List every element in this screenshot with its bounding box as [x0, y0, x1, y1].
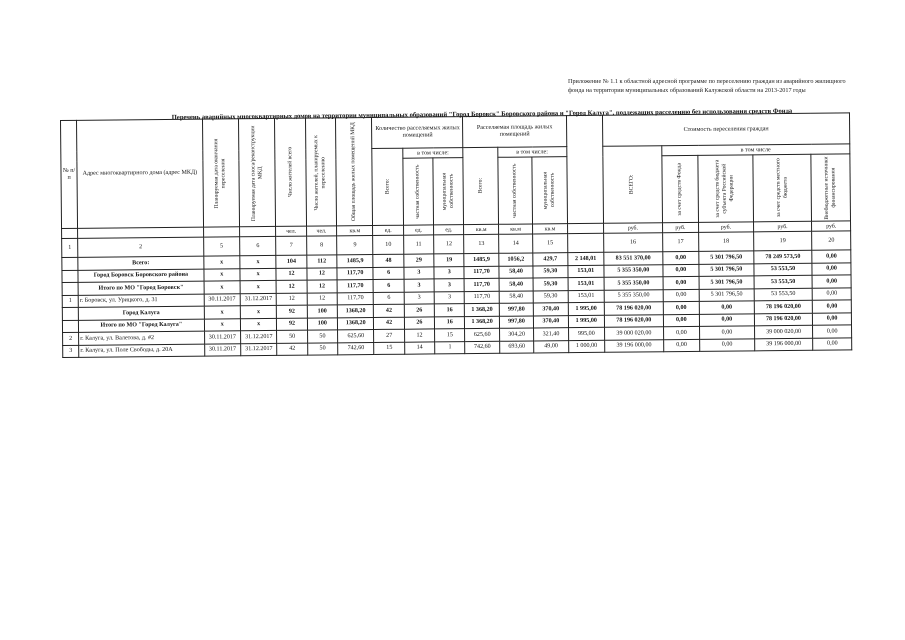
row-cell: 5 355 350,00 — [604, 264, 663, 277]
row-cell: 625,60 — [338, 329, 375, 342]
row-cell: 53 553,50 — [754, 288, 813, 301]
column-number-cell-13 — [567, 233, 604, 252]
row-cell: 3 — [404, 266, 434, 279]
header-total-area: Общая площадь жилых помещений МКД — [336, 118, 373, 226]
unit-cell-6: кв.м — [337, 226, 374, 236]
row-cell: x — [240, 280, 277, 293]
row-cell: 370,40 — [533, 303, 568, 316]
row-cell: x — [204, 268, 241, 281]
row-cell: 78 196 020,00 — [754, 313, 813, 326]
header-area-group: Расселяемая площадь жилых помещений — [463, 116, 566, 148]
column-number-cell-7: 10 — [373, 235, 404, 254]
row-cell — [62, 282, 78, 295]
column-number-cell-17: 19 — [753, 231, 812, 251]
row-cell: 693,60 — [499, 340, 533, 353]
row-cell: 0,00 — [700, 338, 755, 351]
row-cell: 742,60 — [338, 342, 375, 355]
row-cell: 112 — [307, 255, 337, 268]
row-cell: x — [240, 305, 277, 318]
row-cell: 6 — [373, 279, 403, 292]
row-cell: 117,70 — [337, 292, 374, 305]
header-cost-fund: за счет средств Фонда — [662, 155, 699, 222]
row-label: г. Калуга, ул. Поле Свободы, д. 20А — [79, 344, 205, 358]
row-cell: 0,00 — [813, 300, 852, 313]
unit-cell-18: руб. — [812, 221, 851, 231]
row-cell: 59,30 — [533, 278, 568, 291]
row-cell: 48 — [373, 254, 403, 267]
row-cell: 117,70 — [464, 266, 498, 279]
row-cell: 59,30 — [533, 290, 568, 303]
row-cell: 0,00 — [813, 337, 852, 350]
row-cell: 104 — [276, 255, 306, 268]
row-cell: 0,00 — [812, 250, 851, 263]
row-cell: 117,70 — [337, 267, 374, 280]
column-number-cell-16: 18 — [699, 232, 754, 252]
header-residents-total: Число жителей всего — [275, 118, 306, 226]
header-rooms-group: Количество расселяемых жилых помещений — [372, 117, 463, 149]
row-cell: 0,00 — [663, 276, 700, 289]
row-cell: x — [240, 268, 277, 281]
row-cell: 5 301 796,50 — [699, 276, 754, 289]
row-cell: 12 — [307, 280, 337, 293]
unit-cell-14: руб. — [604, 223, 663, 234]
row-cell: x — [204, 281, 241, 294]
row-cell: 321,40 — [534, 328, 569, 341]
unit-cell-15: руб. — [662, 222, 699, 232]
row-cell: x — [240, 255, 277, 268]
unit-cell-7: ед. — [373, 225, 403, 235]
row-cell: 15 — [374, 342, 404, 355]
row-cell: 5 355 350,00 — [604, 289, 663, 302]
row-cell: 78 249 573,50 — [753, 250, 812, 263]
row-cell: 0,00 — [663, 326, 700, 339]
document-title: Перечень аварийных многоквартирных домов на территории муниципальных образований "Город Боровск" Боровского района и "Город Калуга", подлежащих расселению без использования средств Фонда — [171, 107, 793, 122]
row-cell: 0,00 — [663, 314, 700, 327]
row-cell: 1 000,00 — [568, 340, 605, 353]
row-cell: x — [204, 306, 241, 319]
row-cell: 153,01 — [568, 277, 605, 290]
row-cell: x — [203, 256, 240, 269]
column-number-cell-1: 2 — [78, 237, 204, 257]
row-cell: 5 301 796,50 — [699, 288, 754, 301]
header-cost-total: ВСЕГО: — [603, 146, 662, 224]
row-cell: 26 — [404, 316, 434, 329]
row-cell: 49,00 — [534, 340, 569, 353]
row-cell: 12 — [307, 292, 337, 305]
header-area-municipal: муниципальная собственность — [532, 157, 567, 224]
row-cell: 5 301 796,50 — [699, 263, 754, 276]
column-number-cell-15: 17 — [662, 232, 699, 251]
row-cell: 100 — [307, 305, 337, 318]
row-cell: 1056,2 — [499, 253, 533, 266]
header-cost-group: Стоимость переселения граждан — [602, 113, 849, 146]
column-number-cell-11: 14 — [498, 234, 533, 253]
row-cell: 16 — [435, 316, 465, 329]
unit-cell-17: руб. — [753, 221, 812, 232]
row-cell: 742,60 — [465, 341, 499, 354]
appendix-note: Приложение № 1.1 к областной адресной программе по переселению граждан из аварийного жилищного фонда на территории муниципальных образований Калужской области на 2013-2017 годы — [568, 78, 846, 94]
row-cell: 997,80 — [499, 303, 533, 316]
column-number-cell-0: 1 — [62, 238, 78, 257]
row-cell: 15 — [435, 329, 465, 342]
row-cell: 39 196 000,00 — [754, 338, 813, 351]
row-cell: 16 — [434, 304, 464, 317]
unit-cell-10: кв.м — [464, 224, 498, 234]
column-number-cell-10: 13 — [464, 234, 499, 253]
row-cell: 1 368,20 — [465, 316, 499, 329]
row-cell: 39 000 020,00 — [605, 327, 664, 340]
row-cell: 53 553,50 — [754, 275, 813, 288]
row-cell: 39 196 000,00 — [605, 339, 664, 352]
row-cell — [62, 320, 78, 333]
row-cell: 92 — [277, 305, 307, 318]
unit-cell-3 — [240, 226, 277, 236]
column-number-cell-18: 20 — [812, 231, 851, 250]
row-cell: 14 — [404, 341, 434, 354]
row-cell: 3 — [434, 279, 464, 292]
column-number-cell-5: 8 — [306, 236, 337, 255]
row-cell: 6 — [374, 292, 404, 305]
unit-cell-4: чел. — [276, 226, 306, 236]
row-cell: 1485,9 — [337, 254, 374, 267]
header-residents-planned: Число жителей, планируемых к переселению — [305, 118, 336, 226]
row-cell: 3 — [434, 266, 464, 279]
row-label: Итого по МО "Город Боровск" — [78, 281, 204, 295]
row-cell: 30.11.2017 — [204, 343, 241, 356]
row-cell: 50 — [307, 330, 337, 343]
header-rooms-private: частная собственность — [403, 158, 434, 225]
row-cell: 5 355 350,00 — [604, 277, 663, 290]
row-cell: 3 — [404, 291, 434, 304]
row-cell: 29 — [404, 254, 434, 267]
row-label: Всего: — [78, 256, 204, 270]
resettlement-table-sheet — [60, 112, 852, 358]
row-label: Город Боровск Боровского района — [78, 269, 204, 283]
row-cell: 100 — [307, 317, 337, 330]
row-cell: 5 301 796,50 — [699, 251, 754, 264]
row-cell: 42 — [374, 304, 404, 317]
row-cell: 1 — [62, 295, 78, 308]
row-cell: 42 — [374, 317, 404, 330]
header-rooms-municipal: муниципальная собственность — [433, 158, 464, 225]
column-number-cell-8: 11 — [403, 235, 434, 254]
header-rooms-total: Всего: — [372, 148, 403, 225]
row-cell: 31.12.2017 — [241, 330, 278, 343]
row-cell: 1368,20 — [337, 317, 374, 330]
row-cell: 12 — [404, 329, 434, 342]
row-cell: 0,00 — [699, 313, 754, 326]
row-cell: 0,00 — [663, 289, 700, 302]
header-cost-region: за счет средств бюджета субъекта Российской Федерации — [698, 155, 753, 223]
column-number-cell-4: 7 — [276, 236, 307, 255]
row-cell: 30.11.2017 — [204, 293, 241, 306]
row-cell: 0,00 — [663, 301, 700, 314]
unit-cell-12: кв.м — [533, 224, 567, 234]
row-cell: 53 553,50 — [754, 263, 813, 276]
row-cell: 78 196 020,00 — [604, 314, 663, 327]
header-cost-local: за счет средств местного бюджета — [753, 154, 812, 222]
column-number-cell-9: 12 — [434, 235, 465, 254]
row-cell: 0,00 — [812, 262, 851, 275]
row-cell: 83 551 370,00 — [604, 252, 663, 265]
row-cell: 153,01 — [568, 290, 605, 303]
header-cost-extra: Внебюджетные источники финансирования — [811, 154, 850, 221]
header-blank — [566, 115, 603, 223]
row-cell: 429,7 — [533, 253, 568, 266]
row-cell: 3 — [63, 345, 79, 358]
row-cell: 6 — [373, 267, 403, 280]
table-body — [62, 250, 852, 358]
row-label: Итого по МО "Город Калуга" — [79, 319, 205, 333]
column-number-cell-3: 6 — [240, 236, 277, 255]
row-cell: 50 — [307, 342, 337, 355]
row-cell: 1 995,00 — [568, 315, 605, 328]
row-cell: 0,00 — [663, 339, 700, 352]
resettlement-table — [60, 112, 852, 358]
row-cell: 304,20 — [499, 328, 533, 341]
unit-cell-13 — [567, 223, 604, 233]
row-cell: 997,80 — [499, 315, 533, 328]
row-cell: 0,00 — [813, 325, 852, 338]
header-address: Адрес многоквартирного дома (адрес МКД) — [77, 119, 203, 228]
row-cell: 0,00 — [813, 312, 852, 325]
row-cell: 58,40 — [499, 290, 533, 303]
column-number-cell-6: 9 — [337, 236, 374, 255]
row-cell: 995,00 — [568, 327, 605, 340]
header-rooms-incl: в том числе: — [403, 148, 464, 159]
row-cell: 27 — [374, 329, 404, 342]
row-cell: 31.12.2017 — [241, 343, 278, 356]
row-cell: x — [204, 318, 241, 331]
row-cell: 153,01 — [568, 265, 605, 278]
unit-cell-2 — [203, 227, 240, 237]
row-cell: 42 — [277, 343, 307, 356]
row-cell: 3 — [434, 291, 464, 304]
row-cell: 1368,20 — [337, 304, 374, 317]
row-cell: 1 — [435, 341, 465, 354]
row-cell: 50 — [277, 330, 307, 343]
unit-cell-9: ед. — [434, 225, 464, 235]
row-cell: 0,00 — [812, 275, 851, 288]
column-number-cell-2: 5 — [203, 237, 240, 256]
row-cell — [62, 270, 78, 283]
unit-cell-11: кв.м — [498, 224, 532, 234]
row-cell: 12 — [277, 293, 307, 306]
unit-cell-0 — [62, 228, 78, 238]
header-area-total: Всего: — [463, 147, 498, 224]
row-cell: 78 196 020,00 — [604, 302, 663, 315]
header-area-private: частная собственность — [498, 157, 533, 224]
unit-cell-5: чел. — [306, 226, 336, 236]
row-cell: 0,00 — [662, 251, 699, 264]
row-cell: 39 000 020,00 — [754, 325, 813, 338]
row-cell: 26 — [404, 304, 434, 317]
row-cell: x — [240, 318, 277, 331]
header-date-demolish: Планируемая дата сноса/реконструкции МКД — [238, 118, 275, 226]
row-cell: 58,40 — [499, 278, 533, 291]
row-cell — [62, 257, 78, 270]
row-label: г. Калуга, ул. Валетова, д. #2 — [79, 331, 205, 345]
row-cell: 370,40 — [534, 315, 569, 328]
row-cell: 12 — [307, 267, 337, 280]
column-number-cell-14: 16 — [604, 233, 663, 253]
row-cell: 12 — [276, 268, 306, 281]
row-cell: 1 995,00 — [568, 302, 605, 315]
row-cell: 117,70 — [337, 279, 374, 292]
row-cell: 3 — [404, 279, 434, 292]
row-cell: 0,00 — [699, 301, 754, 314]
header-area-incl: в том числе: — [498, 147, 567, 158]
row-cell: 30.11.2017 — [204, 331, 241, 344]
row-cell: 2 148,01 — [567, 252, 604, 265]
row-cell: 625,60 — [465, 328, 499, 341]
header-date-resettle: Планируемая дата окончания переселения — [202, 119, 239, 227]
row-cell: 0,00 — [663, 264, 700, 277]
row-cell: 2 — [63, 332, 79, 345]
row-cell: 58,40 — [499, 265, 533, 278]
row-cell: 12 — [276, 280, 306, 293]
row-cell: 31.12.2017 — [240, 293, 277, 306]
unit-cell-8: ед. — [403, 225, 433, 235]
column-number-cell-12: 15 — [533, 234, 568, 253]
row-cell: 117,70 — [465, 278, 499, 291]
row-cell: 78 196 020,00 — [754, 300, 813, 313]
row-cell: 0,00 — [700, 326, 755, 339]
row-cell: 59,30 — [533, 265, 568, 278]
row-cell: 19 — [434, 254, 464, 267]
row-cell: 117,70 — [465, 291, 499, 304]
row-label: Город Калуга — [78, 306, 204, 320]
row-cell: 1 368,20 — [465, 303, 499, 316]
header-cost-incl: в том числе — [661, 144, 849, 156]
row-label: г. Боровск, ул. Урицкого, д. 31 — [78, 294, 204, 308]
header-num: № п/п — [61, 120, 78, 228]
row-cell: 92 — [277, 318, 307, 331]
row-cell: 1485,9 — [464, 253, 498, 266]
row-cell — [62, 307, 78, 320]
row-cell: 0,00 — [812, 287, 851, 300]
unit-cell-16: руб. — [699, 222, 754, 233]
